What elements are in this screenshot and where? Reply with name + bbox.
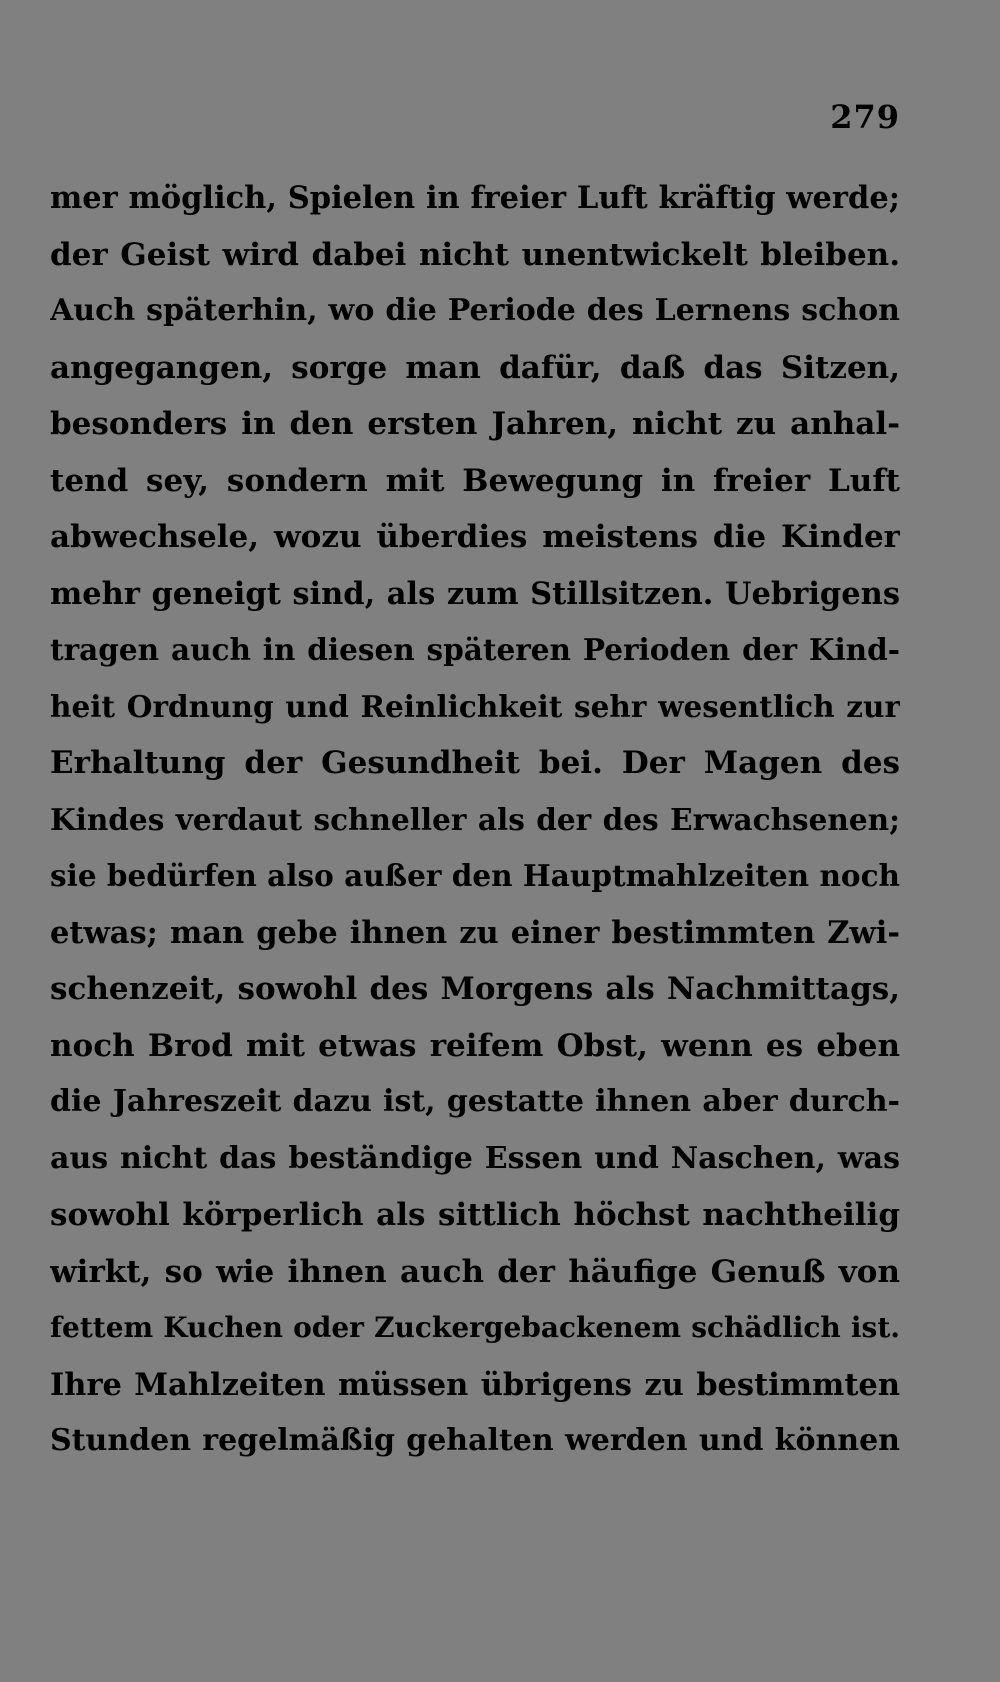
text-line: die Jahreszeit dazu ist, gestatte ihnen aber durch- — [50, 1084, 900, 1119]
text-line: besonders in den ersten Jahren, nicht zu anhal- — [50, 406, 900, 442]
text-line: schenzeit, sowohl des Morgens als Nachmittags, — [50, 971, 900, 1007]
text-line: Stunden regelmäßig gehalten werden und können — [50, 1423, 900, 1458]
text-line: fettem Kuchen oder Zuckergebackenem schädlich ist. — [50, 1311, 900, 1344]
body-text — [50, 170, 900, 1470]
text-line: sie bedürfen also außer den Hauptmahlzeiten noch — [50, 858, 900, 893]
text-line: Erhaltung der Gesundheit bei. Der Magen des — [50, 745, 900, 781]
text-line: der Geist wird dabei nicht unentwickelt bleiben. — [50, 236, 900, 273]
text-line: wirkt, so wie ihnen auch der häufige Genuß von — [50, 1253, 900, 1290]
text-line: etwas; man gebe ihnen zu einer bestimmten Zwi- — [50, 914, 900, 951]
text-line: tend sey, sondern mit Bewegung in freier Luft — [50, 462, 900, 499]
text-line: sowohl körperlich als sittlich höchst nachtheilig — [50, 1197, 900, 1233]
text-line: angegangen, sorge man dafür, daß das Sitzen, — [50, 349, 900, 386]
text-line: heit Ordnung und Reinlichkeit sehr wesentlich zur — [50, 688, 900, 724]
text-line: mehr geneigt sind, als zum Stillsitzen. Uebrigens — [50, 575, 900, 612]
text-line: tragen auch in diesen späteren Perioden der Kind- — [50, 632, 900, 667]
text-line: Auch späterhin, wo die Periode des Lernens schon — [50, 293, 900, 328]
text-line: Kindes verdaut schneller als der des Erwachsenen; — [50, 801, 900, 837]
text-line: noch Brod mit etwas reifem Obst, wenn es eben — [50, 1027, 900, 1064]
text-line: Ihre Mahlzeiten müssen übrigens zu bestimmten — [50, 1366, 900, 1403]
text-line: mer möglich, Spielen in freier Luft kräftig werde; — [50, 180, 900, 216]
page-number: 279 — [830, 98, 900, 136]
text-line: abwechsele, wozu überdies meistens die Kinder — [50, 519, 900, 555]
text-line: aus nicht das beständige Essen und Naschen, was — [50, 1140, 900, 1176]
